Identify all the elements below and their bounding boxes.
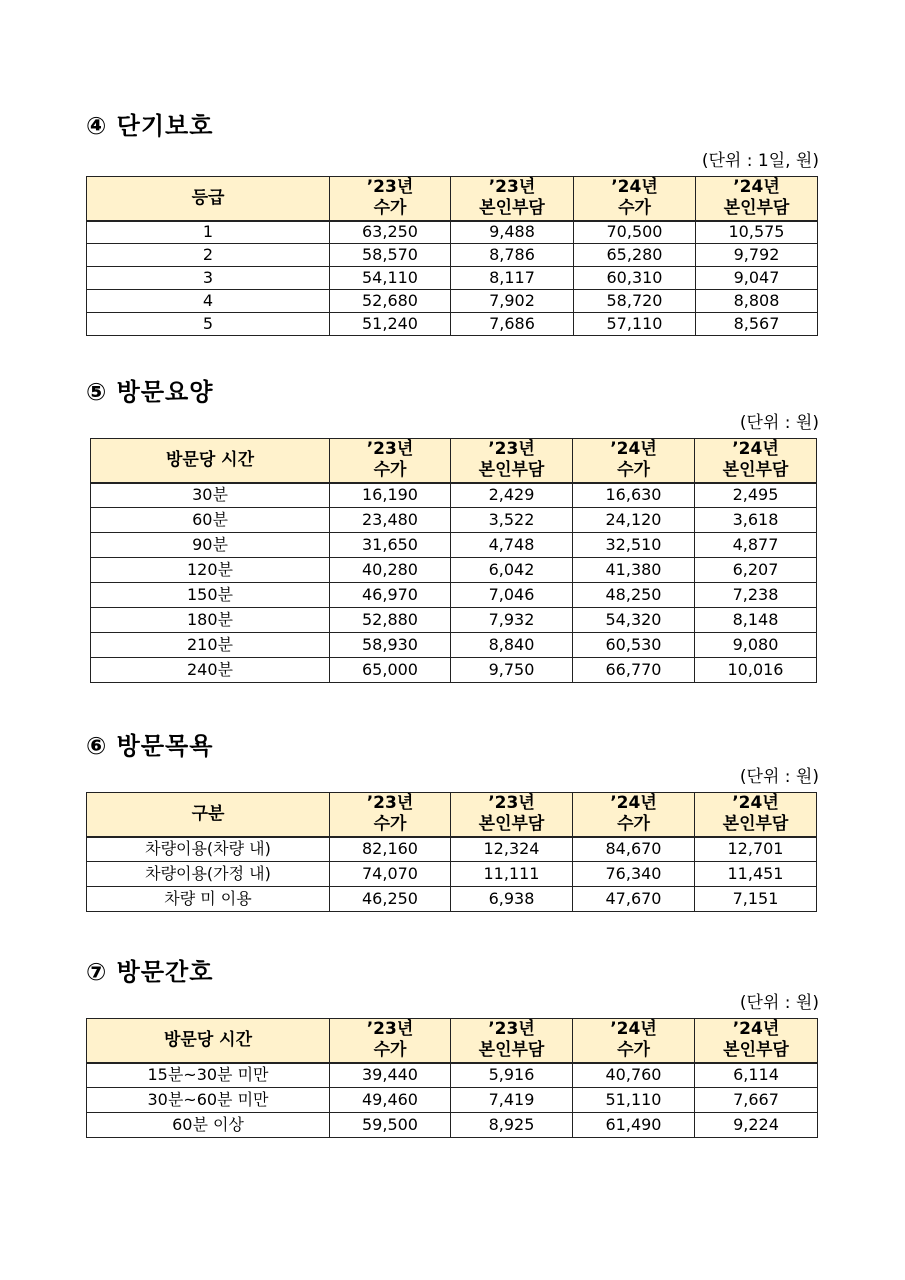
row-label-cell: 3 <box>87 267 330 290</box>
table-row <box>91 508 817 533</box>
table-row <box>87 1113 818 1138</box>
value-cell: 9,792 <box>696 244 818 267</box>
value-cell: 54,110 <box>330 267 451 290</box>
table-row <box>87 1088 818 1113</box>
table-row <box>91 633 817 658</box>
header-cell: ’23년 수가 <box>330 793 451 837</box>
value-cell: 61,490 <box>573 1113 695 1138</box>
value-cell: 9,080 <box>695 633 817 658</box>
value-cell: 74,070 <box>330 862 451 887</box>
value-cell: 58,570 <box>330 244 451 267</box>
header-cell: ’24년 수가 <box>573 1019 695 1063</box>
value-cell: 40,280 <box>330 558 451 583</box>
value-cell: 10,016 <box>695 658 817 683</box>
value-cell: 41,380 <box>573 558 695 583</box>
row-label-cell: 120분 <box>91 558 330 583</box>
value-cell: 7,238 <box>695 583 817 608</box>
row-label-cell: 60분 이상 <box>87 1113 330 1138</box>
value-cell: 65,000 <box>330 658 451 683</box>
row-label-cell: 4 <box>87 290 330 313</box>
value-cell: 9,488 <box>451 221 574 244</box>
value-cell: 60,530 <box>573 633 695 658</box>
unit-note: (단위 : 원) <box>739 993 819 1013</box>
value-cell: 66,770 <box>573 658 695 683</box>
table-row <box>91 608 817 633</box>
table-row <box>87 267 818 290</box>
row-label-cell: 2 <box>87 244 330 267</box>
value-cell: 59,500 <box>330 1113 451 1138</box>
value-cell: 7,686 <box>451 313 574 336</box>
value-cell: 32,510 <box>573 533 695 558</box>
value-cell: 6,207 <box>695 558 817 583</box>
value-cell: 8,840 <box>451 633 573 658</box>
value-cell: 11,111 <box>451 862 573 887</box>
fee-table <box>86 176 818 336</box>
table-row <box>87 887 817 912</box>
value-cell: 11,451 <box>695 862 817 887</box>
value-cell: 57,110 <box>574 313 696 336</box>
table-row <box>91 583 817 608</box>
value-cell: 58,930 <box>330 633 451 658</box>
row-label-cell: 60분 <box>91 508 330 533</box>
header-cell: ’24년 수가 <box>574 177 696 221</box>
value-cell: 76,340 <box>573 862 695 887</box>
value-cell: 8,117 <box>451 267 574 290</box>
value-cell: 10,575 <box>696 221 818 244</box>
value-cell: 24,120 <box>573 508 695 533</box>
value-cell: 5,916 <box>451 1063 573 1088</box>
row-label-cell: 150분 <box>91 583 330 608</box>
header-cell: ’23년 수가 <box>330 1019 451 1063</box>
header-cell: ’23년 수가 <box>330 177 451 221</box>
unit-note: (단위 : 원) <box>739 413 819 433</box>
row-label-cell: 180분 <box>91 608 330 633</box>
section-title: ⑥ 방문목욕 <box>86 732 214 760</box>
value-cell: 31,650 <box>330 533 451 558</box>
value-cell: 65,280 <box>574 244 696 267</box>
header-cell: ’23년 본인부담 <box>451 177 574 221</box>
value-cell: 23,480 <box>330 508 451 533</box>
row-label-cell: 차량이용(가정 내) <box>87 862 330 887</box>
value-cell: 9,224 <box>695 1113 818 1138</box>
value-cell: 7,667 <box>695 1088 818 1113</box>
table-row <box>91 483 817 508</box>
row-label-cell: 30분~60분 미만 <box>87 1088 330 1113</box>
row-label-cell: 90분 <box>91 533 330 558</box>
unit-note: (단위 : 원) <box>739 767 819 787</box>
value-cell: 8,808 <box>696 290 818 313</box>
value-cell: 40,760 <box>573 1063 695 1088</box>
value-cell: 3,618 <box>695 508 817 533</box>
value-cell: 8,148 <box>695 608 817 633</box>
value-cell: 2,429 <box>451 483 573 508</box>
value-cell: 82,160 <box>330 837 451 862</box>
value-cell: 16,630 <box>573 483 695 508</box>
value-cell: 2,495 <box>695 483 817 508</box>
table-row <box>87 1063 818 1088</box>
header-cell: ’23년 본인부담 <box>451 1019 573 1063</box>
header-cell: ’24년 본인부담 <box>696 177 818 221</box>
table-row <box>87 221 818 244</box>
header-cell: ’23년 본인부담 <box>451 439 573 483</box>
value-cell: 47,670 <box>573 887 695 912</box>
value-cell: 60,310 <box>574 267 696 290</box>
value-cell: 12,701 <box>695 837 817 862</box>
value-cell: 8,786 <box>451 244 574 267</box>
row-label-cell: 차량이용(차량 내) <box>87 837 330 862</box>
row-label-cell: 1 <box>87 221 330 244</box>
value-cell: 7,151 <box>695 887 817 912</box>
table-row <box>87 313 818 336</box>
value-cell: 4,748 <box>451 533 573 558</box>
value-cell: 84,670 <box>573 837 695 862</box>
header-cell: 구분 <box>87 793 330 837</box>
table-row <box>87 862 817 887</box>
value-cell: 7,046 <box>451 583 573 608</box>
value-cell: 70,500 <box>574 221 696 244</box>
value-cell: 49,460 <box>330 1088 451 1113</box>
value-cell: 51,240 <box>330 313 451 336</box>
value-cell: 58,720 <box>574 290 696 313</box>
row-label-cell: 15분~30분 미만 <box>87 1063 330 1088</box>
value-cell: 52,680 <box>330 290 451 313</box>
value-cell: 46,970 <box>330 583 451 608</box>
header-cell: ’24년 수가 <box>573 793 695 837</box>
section-title: ⑦ 방문간호 <box>86 958 214 986</box>
value-cell: 7,902 <box>451 290 574 313</box>
unit-note: (단위 : 1일, 원) <box>701 151 819 171</box>
table-row <box>91 658 817 683</box>
header-cell: 방문당 시간 <box>91 439 330 483</box>
header-row <box>87 1019 818 1063</box>
header-cell: ’23년 수가 <box>330 439 451 483</box>
value-cell: 16,190 <box>330 483 451 508</box>
row-label-cell: 차량 미 이용 <box>87 887 330 912</box>
value-cell: 8,567 <box>696 313 818 336</box>
table-row <box>91 558 817 583</box>
header-cell: 등급 <box>87 177 330 221</box>
table-row <box>91 533 817 558</box>
section-title: ⑤ 방문요양 <box>86 378 214 406</box>
row-label-cell: 30분 <box>91 483 330 508</box>
value-cell: 51,110 <box>573 1088 695 1113</box>
value-cell: 9,047 <box>696 267 818 290</box>
row-label-cell: 5 <box>87 313 330 336</box>
value-cell: 52,880 <box>330 608 451 633</box>
value-cell: 4,877 <box>695 533 817 558</box>
value-cell: 39,440 <box>330 1063 451 1088</box>
header-cell: ’23년 본인부담 <box>451 793 573 837</box>
value-cell: 12,324 <box>451 837 573 862</box>
value-cell: 3,522 <box>451 508 573 533</box>
table-row <box>87 837 817 862</box>
value-cell: 7,419 <box>451 1088 573 1113</box>
header-cell: ’24년 본인부담 <box>695 793 817 837</box>
value-cell: 46,250 <box>330 887 451 912</box>
header-cell: ’24년 수가 <box>573 439 695 483</box>
header-row <box>87 177 818 221</box>
table-row <box>87 244 818 267</box>
fee-table <box>86 1018 818 1138</box>
header-cell: ’24년 본인부담 <box>695 439 817 483</box>
value-cell: 7,932 <box>451 608 573 633</box>
header-cell: ’24년 본인부담 <box>695 1019 818 1063</box>
header-row <box>87 793 817 837</box>
row-label-cell: 210분 <box>91 633 330 658</box>
section-title: ④ 단기보호 <box>86 112 214 140</box>
value-cell: 8,925 <box>451 1113 573 1138</box>
row-label-cell: 240분 <box>91 658 330 683</box>
fee-table <box>86 792 817 912</box>
value-cell: 54,320 <box>573 608 695 633</box>
value-cell: 9,750 <box>451 658 573 683</box>
header-cell: 방문당 시간 <box>87 1019 330 1063</box>
value-cell: 63,250 <box>330 221 451 244</box>
fee-table <box>90 438 817 683</box>
table-row <box>87 290 818 313</box>
value-cell: 48,250 <box>573 583 695 608</box>
header-row <box>91 439 817 483</box>
value-cell: 6,042 <box>451 558 573 583</box>
value-cell: 6,114 <box>695 1063 818 1088</box>
value-cell: 6,938 <box>451 887 573 912</box>
